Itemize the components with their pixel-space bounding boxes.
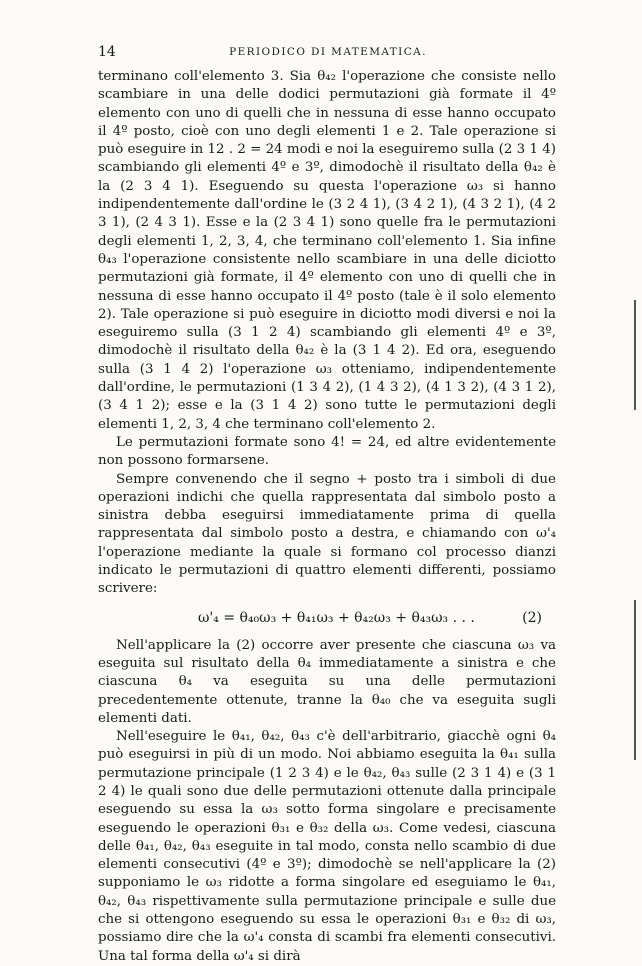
paragraph: Sempre convenendo che il segno + posto tra i simboli di due operazioni indichi che quella rappresentata dal simbolo posto a sinistra debba eseguirsi immediatamente prima di quella rappresentata dal simbolo posto a destra, e chiamando con ω'₄ l'operazione mediante la quale si formano col processo dianzi indicato le permutazioni di quattro elementi differenti, possiamo scrivere: (98, 471, 556, 597)
page-edge-mark (634, 600, 636, 760)
page-header (98, 44, 558, 62)
equation-expression: ω'₄ = θ₄₀ω₃ + θ₄₁ω₃ + θ₄₂ω₃ + θ₄₃ω₃ . . . (198, 609, 475, 626)
body-text (98, 68, 556, 966)
running-title: PERIODICO DI MATEMATICA. (229, 46, 427, 58)
paragraph: terminano coll'elemento 3. Sia θ₄₂ l'operazione che consiste nello scambiare in una delle dodici permutazioni già formate il 4º elemento con uno di quelli che in nessuna di esse hanno occupato il 4º posto, cioè con uno degli elementi 1 e 2. Tale operazione si può eseguire in 12 . 2 = 24 modi e noi la eseguiremo sulla (2 3 1 4) scambiando gli elementi 4º e 3º, dimodochè il risultato della θ₄₂ è la (2 3 4 1). Eseguendo su questa l'operazione ω₃ si hanno indipendentemente dall'ordine le (3 2 4 1), (3 4 2 1), (4 3 2 1), (4 2 3 1), (2 4 3 1). Esse e la (2 3 4 1) sono quelle fra le permutazioni degli elementi 1, 2, 3, 4, che terminano coll'elemento 1. Sia infine θ₄₃ l'operazione consistente nello scambiare in una delle diciotto permutazioni già formate, il 4º elemento con uno di quelli che in nessuna di esse hanno occupato il 4º posto (tale è il solo elemento 2). Tale operazione si può eseguire in diciotto modi diversi e noi la eseguiremo sulla (3 1 2 4) scambiando gli elementi 4º e 3º, dimodochè il risultato della θ₄₂ è la (3 1 4 2). Ed ora, eseguendo sulla (3 1 4 2) l'operazione ω₃ otteniamo, indipendentemente dall'ordine, le permutazioni (1 3 4 2), (1 4 3 2), (4 1 3 2), (4 3 1 2), (3 4 1 2); esse e la (3 1 4 2) sono tutte le permutazioni degli elementi 1, 2, 3, 4 che terminano coll'elemento 2. (98, 69, 556, 432)
page-number: 14 (98, 44, 116, 60)
paragraph: Le permutazioni formate sono 4! = 24, ed altre evidentemente non possono formarsene. (98, 434, 556, 469)
paragraph: Nell'applicare la (2) occorre aver presente che ciascuna ω₃ va eseguita sul risultato della θ₄ immediatamente a sinistra e che ciascuna θ₄ va eseguita su una delle permutazioni precedentemente ottenute, tranne la θ₄₀ che va eseguita sugli elementi dati. (98, 637, 556, 726)
page-edge-mark (634, 300, 636, 410)
equation-2 (98, 605, 556, 631)
equation-number: (2) (522, 609, 542, 626)
paragraph: Nell'eseguire le θ₄₁, θ₄₂, θ₄₃ c'è dell'arbitrario, giacchè ogni θ₄ può eseguirsi in più di un modo. Noi abbiamo eseguita la θ₄₁ sulla permutazione principale (1 2 3 4) e le θ₄₂, θ₄₃ sulle (2 3 1 4) e (3 1 2 4) le quali sono due delle permutazioni ottenute dalla principale eseguendo su essa la ω₃ sotto forma singolare e precisamente eseguendo le operazioni θ₃₁ e θ₃₂ della ω₃. Come vedesi, ciascuna delle θ₄₁, θ₄₂, θ₄₃ eseguite in tal modo, consta nello scambio di due elementi consecutivi (4º e 3º); dimodochè se nell'applicare la (2) supponiamo le ω₃ ridotte a forma singolare ed eseguiamo le θ₄₁, θ₄₂, θ₄₃ rispettivamente sulla permutazione principale e sulle due che si ottengono eseguendo su essa le operazioni θ₃₁ e θ₃₂ di ω₃, possiamo dire che la ω'₄ consta di scambi fra elementi consecutivi. Una tal forma della ω'₄ si dirà (98, 729, 556, 964)
